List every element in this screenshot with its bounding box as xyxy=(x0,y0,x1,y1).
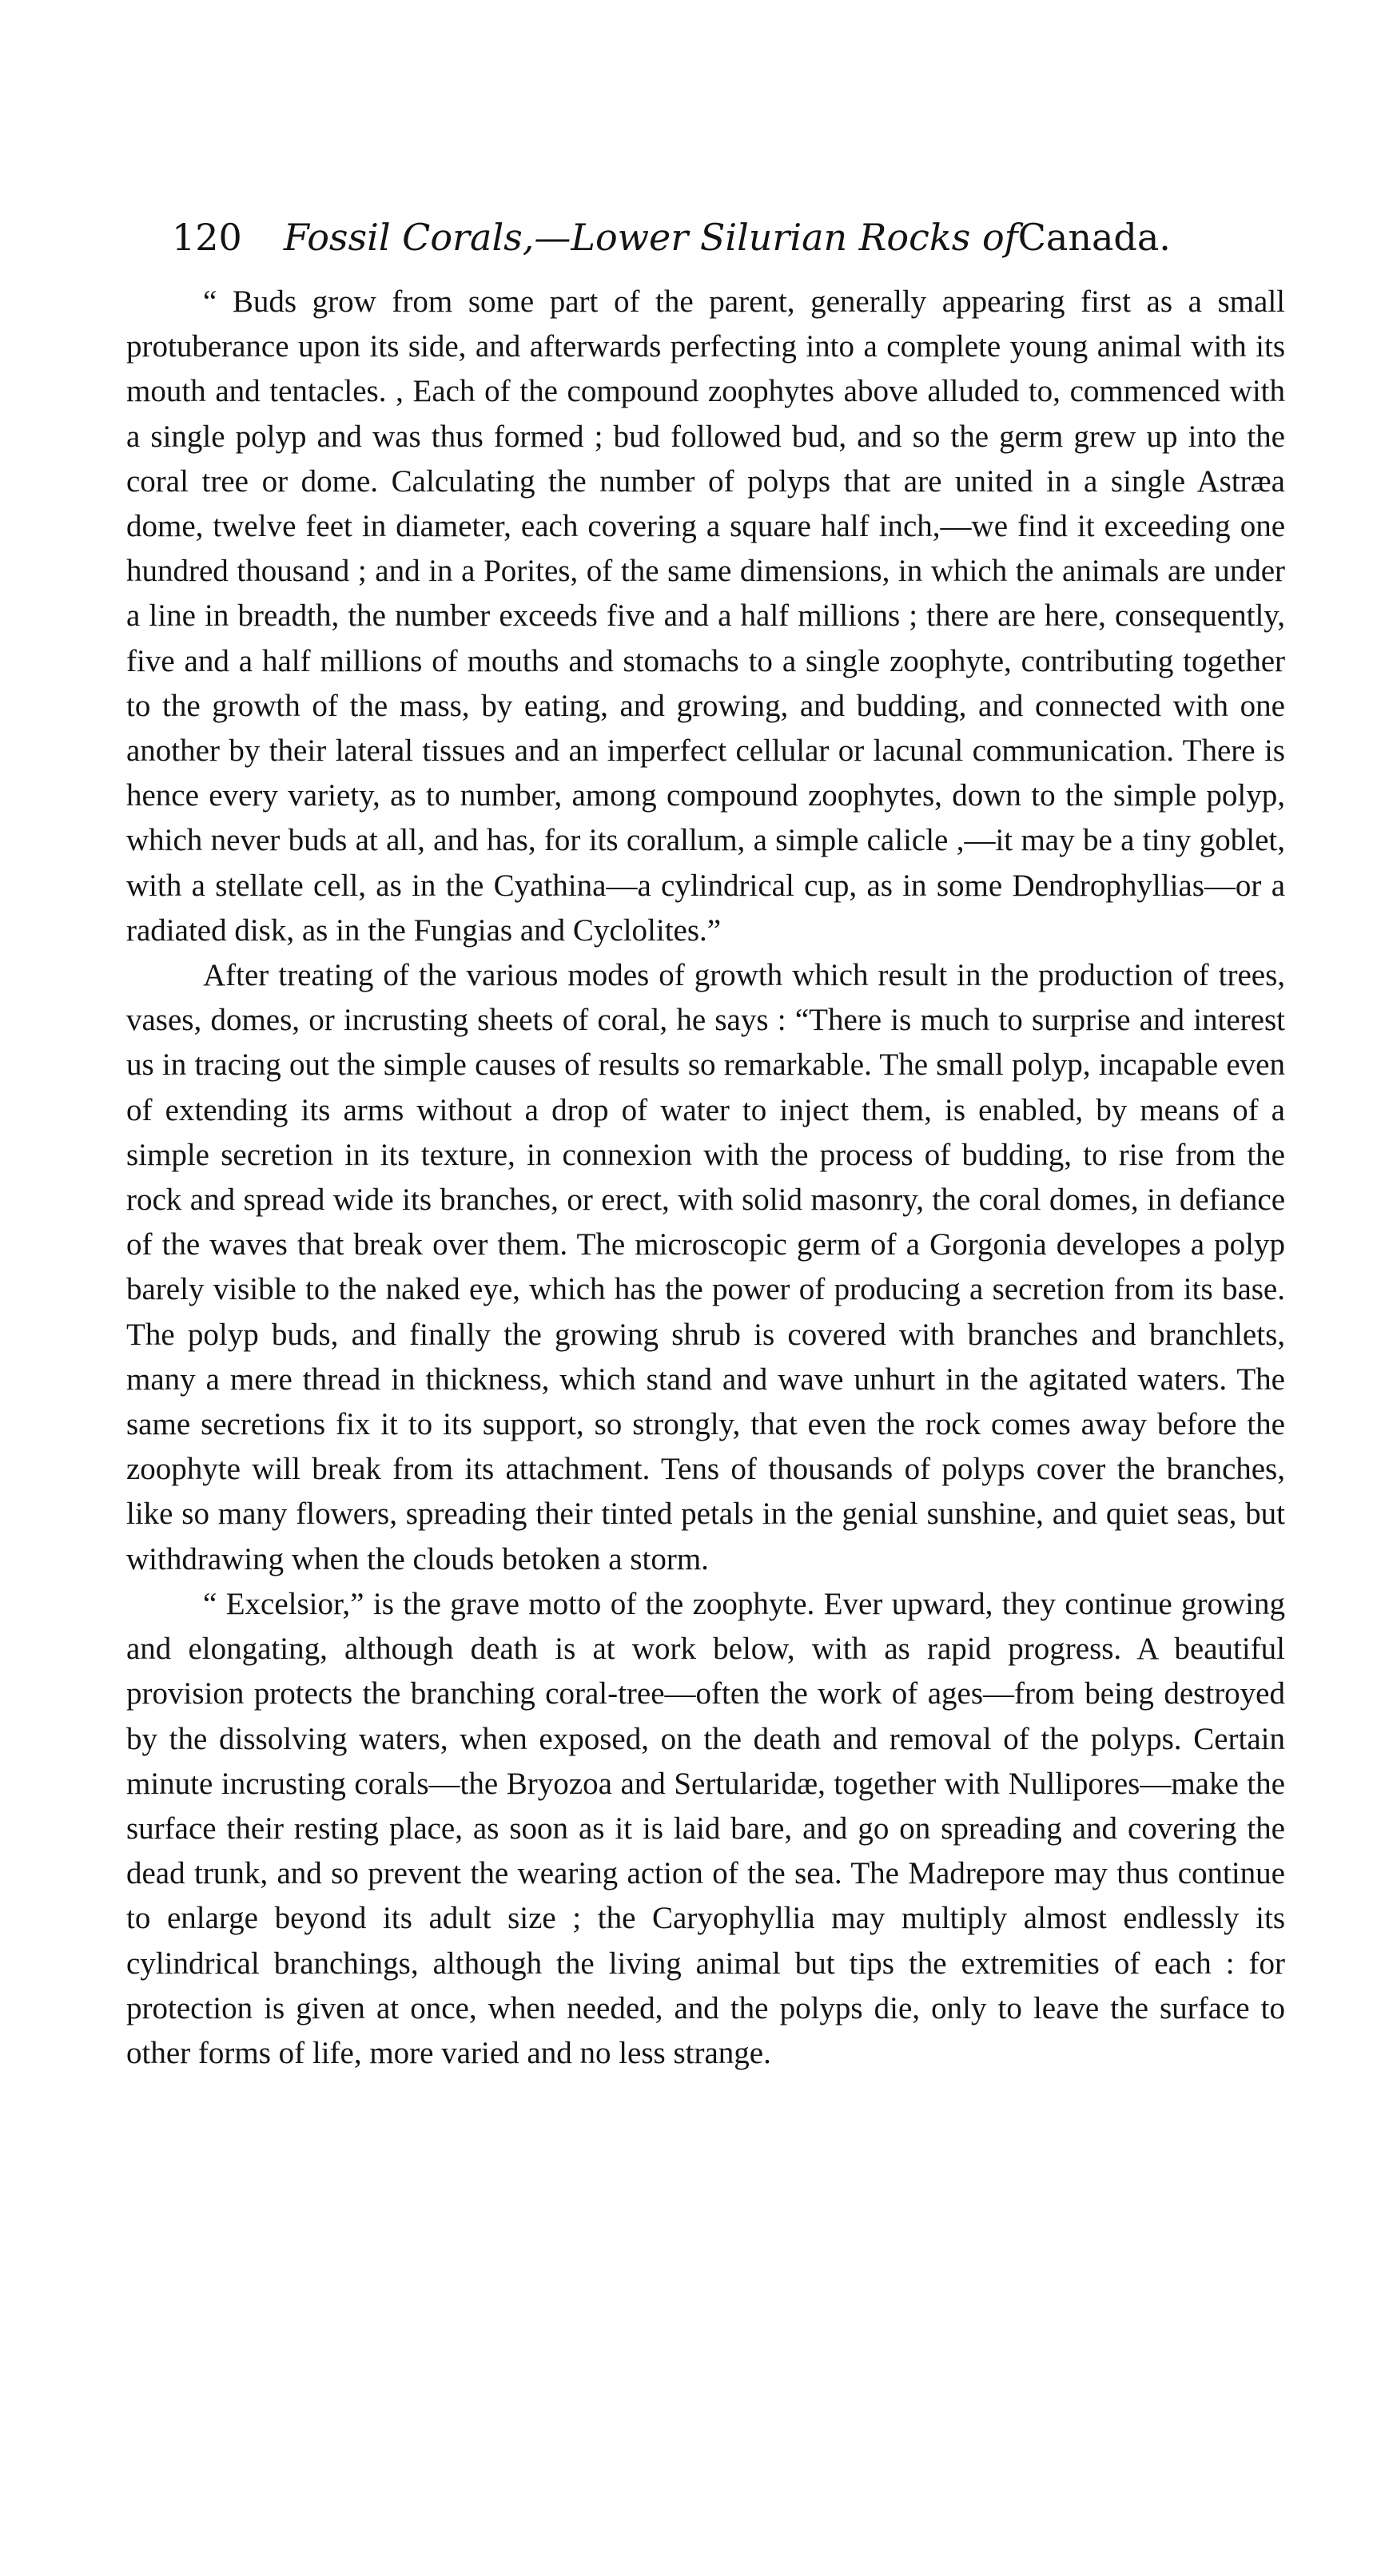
running-title-place: Canada. xyxy=(1017,216,1171,259)
running-head xyxy=(172,209,1275,265)
paragraph-excelsior: “ Excelsior,” is the grave motto of the zoophyte. Ever upward, they continue growing and elongating, although death is at work below, with as rapid progress. A beautiful provision protects the branching coral-tree—often the work of ages—from being destroyed by the dissolving waters, when exposed, on the death and removal of the polyps. Certain minute incrusting corals—the Bryozoa and Sertularidæ, together with Nullipores—make the surface their resting place, as soon as it is laid bare, and go on spreading and covering the dead trunk, and so prevent the wearing action of the sea. The Madrepore may thus continue to enlarge beyond its adult size ; the Caryophyllia may multiply almost endlessly its cylindrical branchings, although the living animal but tips the extremities of each : for protection is given at once, when needed, and the polyps die, only to leave the surface to other forms of life, more varied and no less strange. xyxy=(126,1586,1285,2070)
body-text xyxy=(126,280,1285,2076)
page-number: 120 xyxy=(172,216,242,259)
paragraph-modes-of-growth: After treating of the various modes of growth which result in the production of trees, vases, domes, or incrusting sheets of coral, he says : “There is much to surprise and interest us in tracing out the simple causes of results so remarkable. The small polyp, incapable even of extending its arms without a drop of water to inject them, is enabled, by means of a simple secretion in its texture, in connexion with the process of budding, to rise from the rock and spread wide its branches, or erect, with solid masonry, the coral domes, in defiance of the waves that break over them. The microscopic germ of a Gorgonia developes a polyp barely visible to the naked eye, which has the power of producing a secretion from its base. The polyp buds, and finally the growing shrub is covered with branches and branchlets, many a mere thread in thickness, which stand and wave unhurt in the agitated waters. The same secretions fix it to its support, so strongly, that even the rock comes away before the zoophyte will break from its attachment. Tens of thousands of polyps cover the branches, like so many flowers, spreading their tinted petals in the genial sunshine, and quiet seas, but withdrawing when the clouds betoken a storm. xyxy=(126,958,1285,1576)
paragraph-buds-quotation: “ Buds grow from some part of the parent, generally appearing first as a small protuberance upon its side, and afterwards perfecting into a complete young animal with its mouth and tentacles. , Each of the compound zoophytes above alluded to, commenced with a single polyp and was thus formed ; bud followed bud, and so the germ grew up into the coral tree or dome. Calculating the number of polyps that are united in a single Astræa dome, twelve feet in diameter, each covering a square half inch,—we find it exceeding one hundred thousand ; and in a Porites, of the same dimensions, in which the animals are under a line in breadth, the number exceeds five and a half millions ; there are here, consequently, five and a half millions of mouths and stomachs to a single zoophyte, contributing together to the growth of the mass, by eating, and growing, and budding, and connected with one another by their lateral tissues and an imperfect cellular or lacunal communication. There is hence every variety, as to number, among compound zoophytes, down to the simple polyp, which never buds at all, and has, for its corallum, a simple calicle ,—it may be a tiny goblet, with a stellate cell, as in the Cyathina—a cylindrical cup, as in some Dendrophyllias—or a radiated disk, as in the Fungias and Cyclolites.” xyxy=(126,284,1285,948)
running-title: Fossil Corals,—Lower Silurian Rocks of xyxy=(283,216,1018,259)
